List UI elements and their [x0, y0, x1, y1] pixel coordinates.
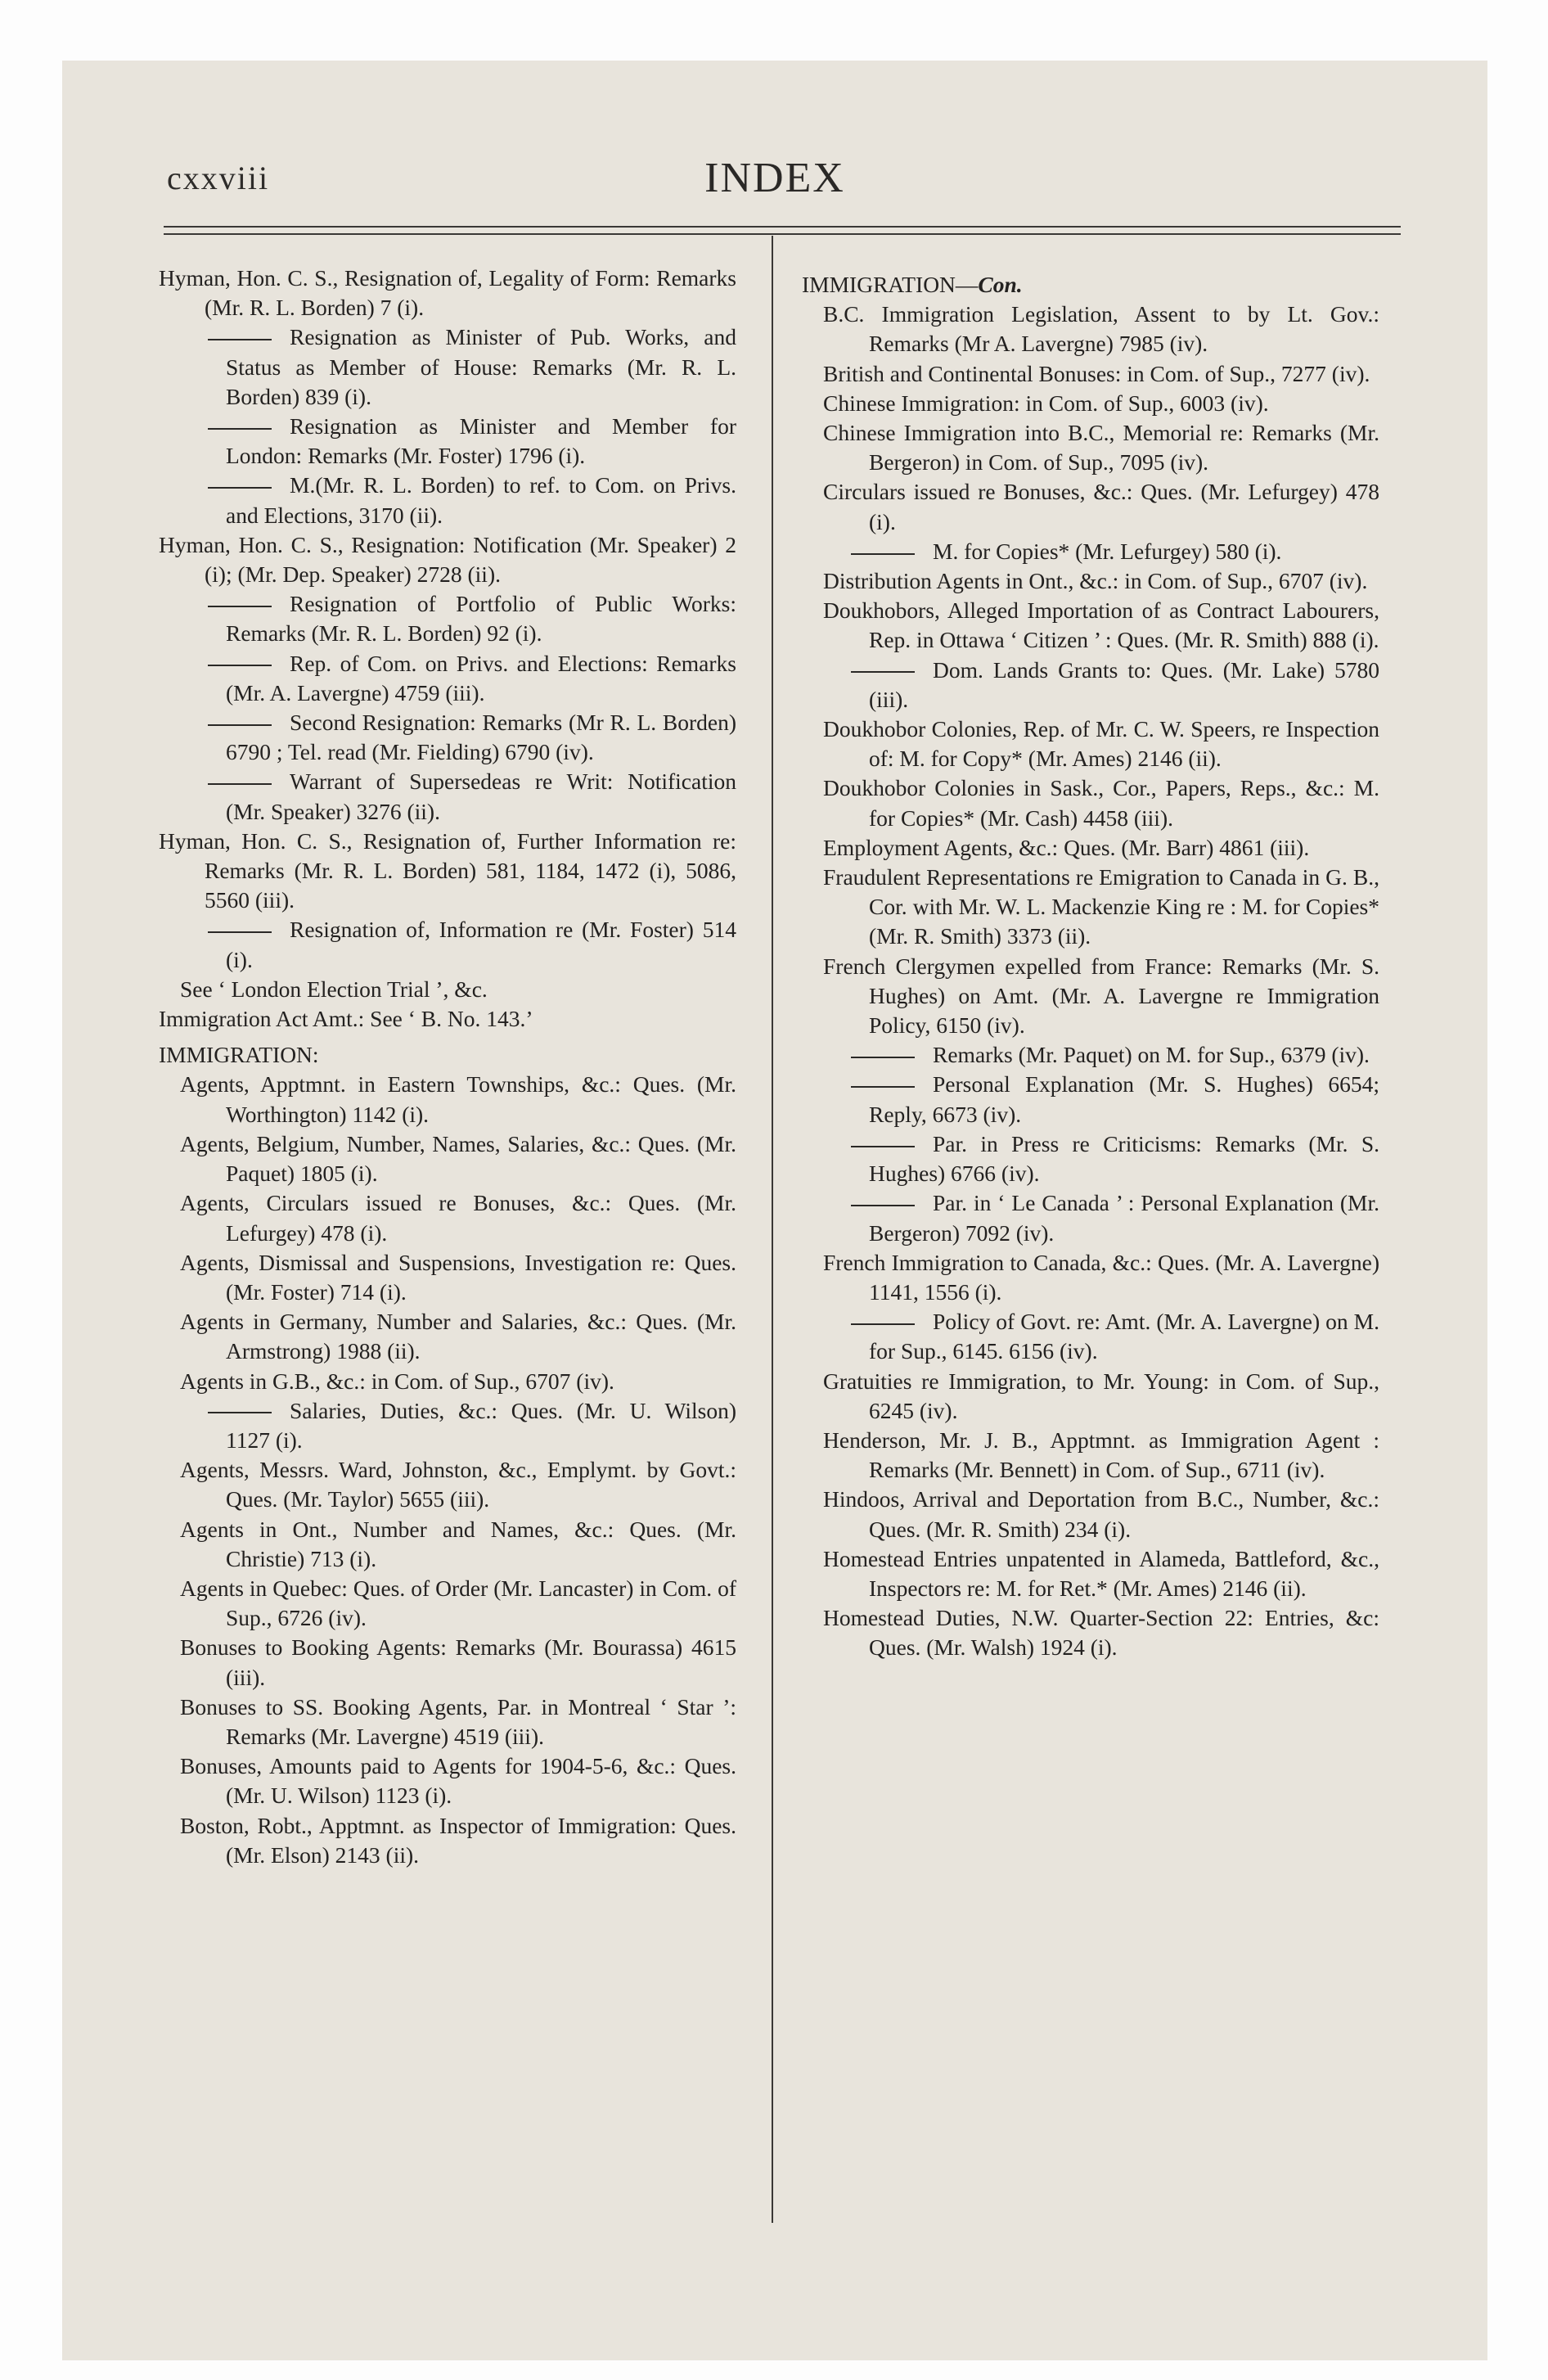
entry-text: Resignation of, Information re (Mr. Foster) 514 (i). [226, 917, 736, 972]
entry-text: M. for Copies* (Mr. Lefurgey) 580 (i). [933, 538, 1282, 564]
entry-text: Agents, Belgium, Number, Names, Salaries, &c.: Ques. (Mr. Paquet) 1805 (i). [180, 1130, 736, 1187]
entry-text: French Clergymen expelled from France: Remarks (Mr. S. Hughes) on Amt. (Mr. A. Lavergne re Immigration Policy, 6150 (iv). [823, 953, 1379, 1039]
index-entry [802, 1129, 1379, 1188]
index-entry [159, 708, 736, 767]
index-entry [159, 412, 736, 471]
index-entry [159, 827, 736, 916]
index-entry [159, 1367, 736, 1396]
repeat-dash [851, 1146, 915, 1147]
page [62, 61, 1487, 2360]
index-entry [802, 1603, 1379, 1662]
index-entry [802, 477, 1379, 536]
index-entry [802, 1485, 1379, 1544]
index-entry [159, 1396, 736, 1455]
repeat-dash [208, 724, 272, 726]
repeat-dash [208, 665, 272, 666]
entry-text: Homestead Duties, N.W. Quarter-Section 22: Entries, &c: Ques. (Mr. Walsh) 1924 (i). [823, 1605, 1379, 1661]
entry-text: Agents in Ont., Number and Names, &c.: Ques. (Mr. Christie) 713 (i). [180, 1516, 736, 1571]
repeat-dash [208, 339, 272, 340]
entry-text: Bonuses, Amounts paid to Agents for 1904-5-6, &c.: Ques. (Mr. U. Wilson) 1123 (i). [180, 1753, 736, 1809]
entry-text: Fraudulent Representations re Emigration to Canada in G. B., Cor. with Mr. W. L. Mackenzie King re : M. for Copies* (Mr. R. Smith) 3373 (ii). [823, 864, 1379, 949]
entry-text: M.(Mr. R. L. Borden) to ref. to Com. on Privs. and Elections, 3170 (ii). [226, 472, 736, 528]
index-entry [159, 264, 736, 322]
index-entry [159, 1515, 736, 1574]
entry-text: Warrant of Supersedeas re Writ: Notification (Mr. Speaker) 3276 (ii). [226, 769, 736, 824]
entry-text: IMMIGRATION—Con. [802, 272, 1023, 297]
entry-text: Second Resignation: Remarks (Mr R. L. Borden) 6790 ; Tel. read (Mr. Fielding) 6790 (iv). [226, 710, 736, 765]
entry-text: Agents in G.B., &c.: in Com. of Sup., 6707 (iv). [180, 1368, 614, 1394]
entry-text: Hyman, Hon. C. S., Resignation: Notification (Mr. Speaker) 2 (i); (Mr. Dep. Speaker) 2728 (ii). [159, 531, 736, 588]
entry-text: Policy of Govt. re: Amt. (Mr. A. Lavergne) on M. for Sup., 6145. 6156 (iv). [869, 1309, 1379, 1364]
entry-text: Rep. of Com. on Privs. and Elections: Remarks (Mr. A. Lavergne) 4759 (iii). [226, 650, 736, 705]
index-entry [159, 530, 736, 589]
entry-text: IMMIGRATION: [159, 1042, 319, 1068]
index-entry [802, 1070, 1379, 1129]
entry-text: Agents, Apptmnt. in Eastern Townships, &c.: Ques. (Mr. Worthington) 1142 (i). [180, 1071, 736, 1127]
page-title: INDEX [704, 155, 845, 201]
index-entry [159, 649, 736, 708]
entry-text: Doukhobor Colonies in Sask., Cor., Papers, Reps., &c.: M. for Copies* (Mr. Cash) 4458 (iii). [823, 775, 1379, 831]
column-divider [772, 236, 773, 2223]
entry-text: Personal Explanation (Mr. S. Hughes) 6654; Reply, 6673 (iv). [869, 1071, 1379, 1127]
repeat-dash [851, 671, 915, 673]
entry-text: Hindoos, Arrival and Deportation from B.C., Number, &c.: Ques. (Mr. R. Smith) 234 (i). [823, 1486, 1379, 1542]
entry-text: Immigration Act Amt.: See ‘ B. No. 143.’ [159, 1006, 533, 1032]
page-header [62, 155, 1487, 224]
index-entry [159, 1633, 736, 1692]
index-entry [159, 1455, 736, 1514]
entry-text: Dom. Lands Grants to: Ques. (Mr. Lake) 5780 (iii). [869, 656, 1379, 712]
entry-text: Boston, Robt., Apptmnt. as Inspector of Immigration: Ques. (Mr. Elson) 2143 (ii). [180, 1812, 736, 1868]
index-entry [159, 767, 736, 826]
index-entry [159, 471, 736, 530]
repeat-dash [208, 1412, 272, 1413]
index-entry [802, 1188, 1379, 1247]
entry-text: B.C. Immigration Legislation, Assent to by Lt. Gov.: Remarks (Mr A. Lavergne) 7985 (iv). [823, 301, 1379, 357]
index-entry [802, 537, 1379, 566]
entry-text: Agents in Germany, Number and Salaries, &c.: Ques. (Mr. Armstrong) 1988 (ii). [180, 1309, 736, 1364]
index-entry [802, 773, 1379, 832]
repeat-dash [208, 428, 272, 430]
entry-text: Agents, Circulars issued re Bonuses, &c.: Ques. (Mr. Lefurgey) 478 (i). [180, 1190, 736, 1246]
index-entry [159, 1004, 736, 1034]
entry-text: Resignation as Minister and Member for London: Remarks (Mr. Foster) 1796 (i). [226, 413, 736, 469]
index-entry [802, 300, 1379, 358]
left-column [159, 264, 736, 1870]
entry-text: Resignation as Minister of Pub. Works, and Status as Member of House: Remarks (Mr. R. L. Borden) 839 (i). [226, 324, 736, 409]
section-heading [159, 1040, 736, 1070]
entry-text: Chinese Immigration into B.C., Memorial re: Remarks (Mr. Bergeron) in Com. of Sup., 7095 (iv). [823, 420, 1379, 476]
entry-text: Gratuities re Immigration, to Mr. Young: in Com. of Sup., 6245 (iv). [823, 1368, 1379, 1423]
entry-text: Bonuses to SS. Booking Agents, Par. in Montreal ‘ Star ’: Remarks (Mr. Lavergne) 4519 (iii). [180, 1693, 736, 1749]
index-entry [802, 359, 1379, 389]
index-entry [159, 1188, 736, 1247]
index-entry [159, 1574, 736, 1633]
header-rule [164, 226, 1401, 235]
index-entry [159, 1307, 736, 1366]
index-entry [159, 1070, 736, 1129]
entry-text: Par. in ‘ Le Canada ’ : Personal Explanation (Mr. Bergeron) 7092 (iv). [869, 1190, 1379, 1246]
repeat-dash [851, 1205, 915, 1206]
right-column [802, 264, 1379, 1663]
index-entry [802, 1307, 1379, 1366]
index-entry [802, 566, 1379, 596]
index-entry [802, 656, 1379, 714]
index-entry [802, 1426, 1379, 1485]
index-entry [802, 1248, 1379, 1307]
repeat-dash [208, 487, 272, 489]
entry-text: Agents in Quebec: Ques. of Order (Mr. Lancaster) in Com. of Sup., 6726 (iv). [180, 1575, 736, 1631]
entry-text: Employment Agents, &c.: Ques. (Mr. Barr) 4861 (iii). [823, 834, 1310, 860]
index-entry [159, 589, 736, 648]
index-entry [802, 1367, 1379, 1426]
entry-text: Salaries, Duties, &c.: Ques. (Mr. U. Wilson) 1127 (i). [226, 1397, 736, 1453]
entry-text: Remarks (Mr. Paquet) on M. for Sup., 6379 (iv). [933, 1042, 1370, 1068]
index-entry [159, 1693, 736, 1751]
repeat-dash [208, 783, 272, 785]
entry-text: Par. in Press re Criticisms: Remarks (Mr. S. Hughes) 6766 (iv). [869, 1130, 1379, 1187]
entry-text: French Immigration to Canada, &c.: Ques. (Mr. A. Lavergne) 1141, 1556 (i). [823, 1249, 1379, 1305]
index-entry [159, 915, 736, 974]
entry-text: Agents, Messrs. Ward, Johnston, &c., Emplymt. by Govt.: Ques. (Mr. Taylor) 5655 (iii). [180, 1457, 736, 1512]
index-entry [802, 833, 1379, 863]
index-entry [159, 1811, 736, 1870]
repeat-dash [851, 1086, 915, 1088]
repeat-dash [851, 1057, 915, 1058]
index-entry [159, 322, 736, 412]
index-entry [159, 1129, 736, 1188]
index-entry [802, 1544, 1379, 1603]
entry-text: Resignation of Portfolio of Public Works: Remarks (Mr. R. L. Borden) 92 (i). [226, 591, 736, 647]
entry-text: British and Continental Bonuses: in Com. of Sup., 7277 (iv). [823, 360, 1370, 386]
entry-text: See ‘ London Election Trial ’, &c. [180, 976, 488, 1002]
index-entry [802, 863, 1379, 952]
entry-text: Doukhobor Colonies, Rep. of Mr. C. W. Speers, re Inspection of: M. for Copy* (Mr. Ames) 2146 (ii). [823, 716, 1379, 772]
index-entry [159, 1248, 736, 1307]
repeat-dash [208, 931, 272, 933]
entry-text: Distribution Agents in Ont., &c.: in Com. of Sup., 6707 (iv). [823, 568, 1368, 594]
index-entry [159, 975, 736, 1004]
section-heading [802, 270, 1379, 300]
index-entry [159, 1751, 736, 1810]
entry-text: Henderson, Mr. J. B., Apptmnt. as Immigration Agent : Remarks (Mr. Bennett) in Com. of Sup., 6711 (iv). [823, 1427, 1379, 1483]
index-entry [802, 596, 1379, 655]
index-entry [802, 389, 1379, 418]
index-entry [802, 418, 1379, 477]
entry-text: Hyman, Hon. C. S., Resignation of, Further Information re: Remarks (Mr. R. L. Borden) 581, 1184, 1472 (i), 5086, 5560 (iii). [159, 827, 736, 913]
repeat-dash [851, 553, 915, 555]
index-entry [802, 714, 1379, 773]
index-entry [802, 1040, 1379, 1070]
entry-text: Circulars issued re Bonuses, &c.: Ques. (Mr. Lefurgey) 478 (i). [823, 479, 1379, 534]
entry-text: Agents, Dismissal and Suspensions, Investigation re: Ques. (Mr. Foster) 714 (i). [180, 1249, 736, 1305]
entry-text: Bonuses to Booking Agents: Remarks (Mr. Bourassa) 4615 (iii). [180, 1634, 736, 1690]
entry-text: Doukhobors, Alleged Importation of as Contract Labourers, Rep. in Ottawa ‘ Citizen ’ : Ques. (Mr. R. Smith) 888 (i). [823, 597, 1379, 653]
repeat-dash [851, 1323, 915, 1325]
page-number: cxxviii [167, 160, 270, 196]
entry-text: Homestead Entries unpatented in Alameda, Battleford, &c., Inspectors re: M. for Ret.* (Mr. Ames) 2146 (ii). [823, 1545, 1379, 1601]
entry-text: Hyman, Hon. C. S., Resignation of, Legality of Form: Remarks (Mr. R. L. Borden) 7 (i). [159, 265, 736, 321]
entry-text: Chinese Immigration: in Com. of Sup., 6003 (iv). [823, 390, 1269, 416]
repeat-dash [208, 606, 272, 607]
index-entry [802, 952, 1379, 1041]
